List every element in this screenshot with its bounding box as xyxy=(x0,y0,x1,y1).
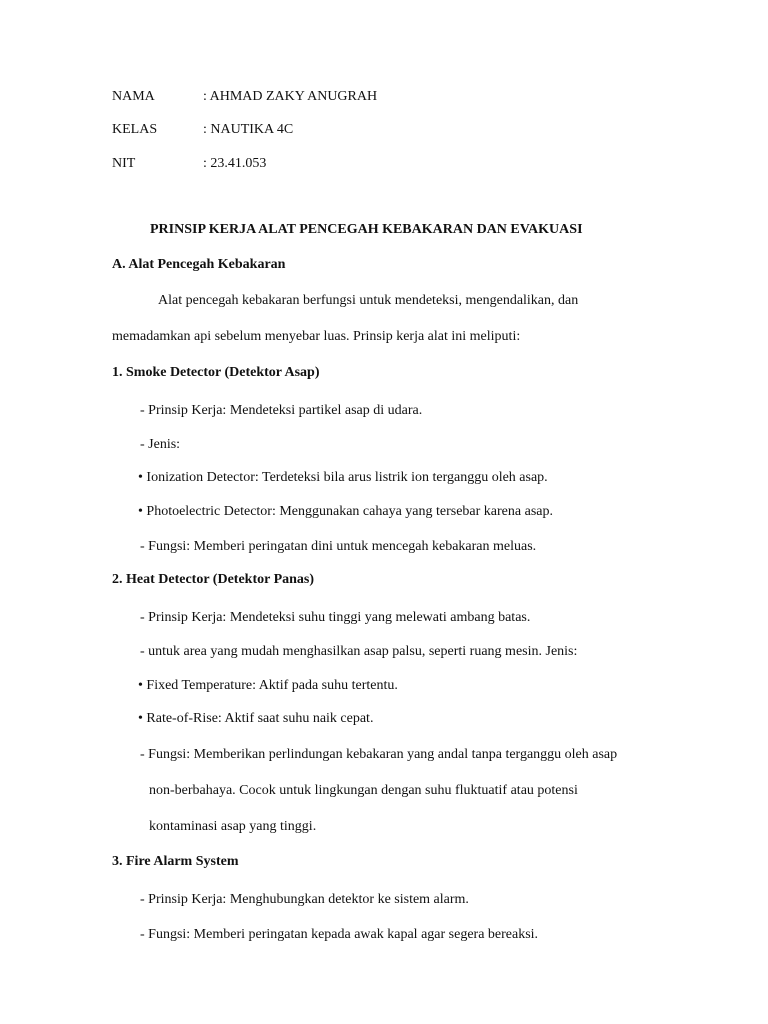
nama-value: : AHMAD ZAKY ANUGRAH xyxy=(203,89,378,104)
item-2-line-3b: non-berbahaya. Cocok untuk lingkungan dengan suhu fluktuatif atau potensi xyxy=(149,783,578,798)
nama-label: NAMA xyxy=(112,89,155,104)
item-2-line-1: - Prinsip Kerja: Mendeteksi suhu tinggi yang melewati ambang batas. xyxy=(140,610,531,625)
item-1-bullet-1: • Ionization Detector: Terdeteksi bila arus listrik ion terganggu oleh asap. xyxy=(138,470,548,485)
item-3-heading: 3. Fire Alarm System xyxy=(112,854,239,869)
item-1-bullet-2: • Photoelectric Detector: Menggunakan cahaya yang tersebar karena asap. xyxy=(138,504,553,519)
item-1-line-2: - Jenis: xyxy=(140,437,181,452)
item-2-line-2: - untuk area yang mudah menghasilkan asap palsu, seperti ruang mesin. Jenis: xyxy=(140,644,578,659)
item-1-heading: 1. Smoke Detector (Detektor Asap) xyxy=(112,365,320,380)
item-2-heading: 2. Heat Detector (Detektor Panas) xyxy=(112,572,315,587)
nit-label: NIT xyxy=(112,156,136,171)
kelas-label: KELAS xyxy=(112,122,158,137)
item-1-line-3: - Fungsi: Memberi peringatan dini untuk mencegah kebakaran meluas. xyxy=(140,539,537,554)
intro-line-2: memadamkan api sebelum menyebar luas. Prinsip kerja alat ini meliputi: xyxy=(112,329,521,344)
nit-value: : 23.41.053 xyxy=(203,156,267,171)
item-2-line-3c: kontaminasi asap yang tinggi. xyxy=(149,819,317,834)
intro-line-1: Alat pencegah kebakaran berfungsi untuk mendeteksi, mengendalikan, dan xyxy=(158,293,579,308)
kelas-value: : NAUTIKA 4C xyxy=(203,122,294,137)
item-2-bullet-2: • Rate-of-Rise: Aktif saat suhu naik cepat. xyxy=(138,711,374,726)
section-a-heading: A. Alat Pencegah Kebakaran xyxy=(112,257,286,272)
item-3-line-1: - Prinsip Kerja: Menghubungkan detektor ke sistem alarm. xyxy=(140,892,469,907)
item-1-line-1: - Prinsip Kerja: Mendeteksi partikel asap di udara. xyxy=(140,403,423,418)
item-2-line-3a: - Fungsi: Memberikan perlindungan kebakaran yang andal tanpa terganggu oleh asap xyxy=(140,747,618,762)
item-3-line-2: - Fungsi: Memberi peringatan kepada awak kapal agar segera bereaksi. xyxy=(140,927,539,942)
document-title: PRINSIP KERJA ALAT PENCEGAH KEBAKARAN DAN EVAKUASI xyxy=(150,222,583,237)
item-2-bullet-1: • Fixed Temperature: Aktif pada suhu tertentu. xyxy=(138,678,398,693)
